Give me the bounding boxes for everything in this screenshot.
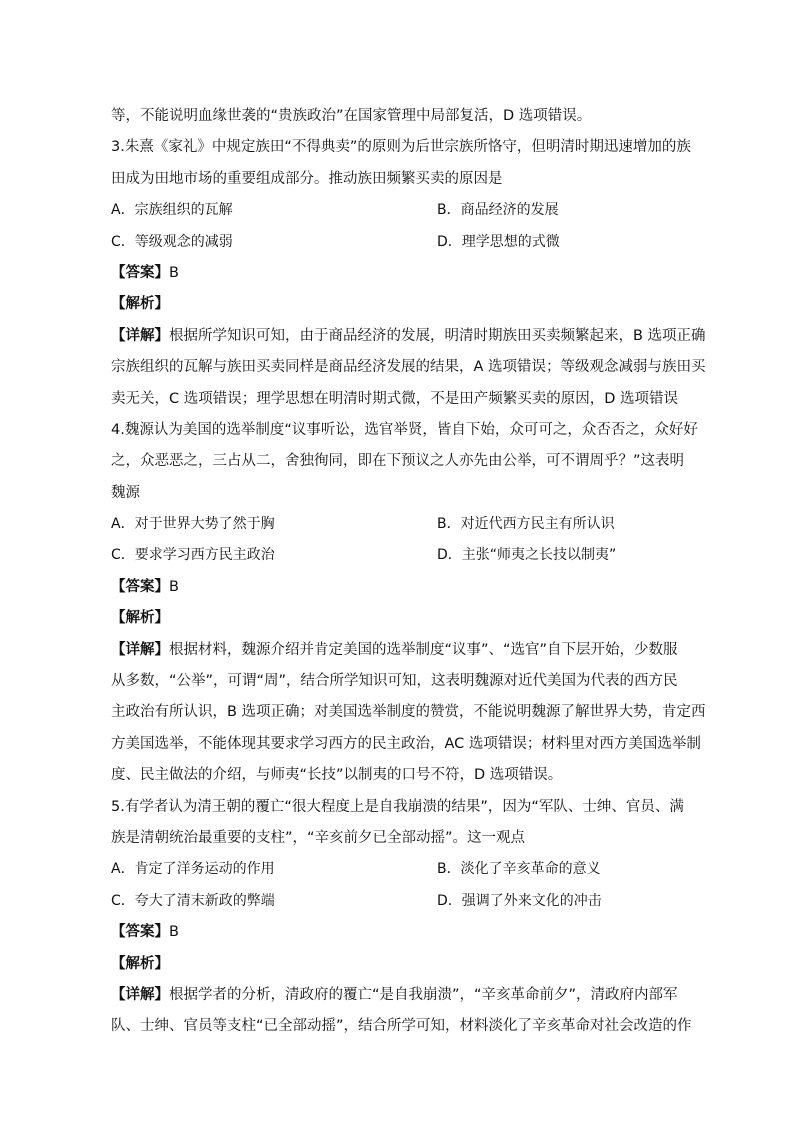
answer-line: [111, 917, 683, 948]
option-c: C．夸大了清末新政的弊端: [111, 892, 275, 909]
detail-line: [111, 321, 706, 352]
detail-line: [111, 980, 683, 1011]
detail-line: 主政治有所认识，B 选项正确；对美国选举制度的赞赏，不能说明魏源了解世界大势，肯定西: [111, 704, 706, 721]
question-stem-line: 田成为田地市场的重要组成部分。推动族田频繁买卖的原因是: [111, 170, 503, 187]
option-b: B．对近代西方民主有所认识: [437, 516, 615, 533]
question-stem-line: 3.朱熹《家礼》中规定族田“不得典卖”的原则为后世宗族所恪守，但明清时期迅速增加的族: [111, 139, 691, 156]
question-stem-line: 之，众恶恶之，三占从二，舍独徇同，即在下预议之人亦先由公举，可不谓周乎？”这表明: [111, 453, 685, 470]
question-4: [111, 415, 706, 792]
answer-value: B: [169, 578, 179, 595]
option-d: D．理学思想的式微: [437, 233, 560, 250]
detail-text: 根据材料，魏源介绍并肯定美国的选举制度“议事”、“选官”自下层开始，少数服: [169, 641, 678, 658]
option-a: A．对于世界大势了然于胸: [111, 516, 275, 533]
detail-line: 方美国选举，不能体现其要求学习西方的民主政治，AC 选项错误；材料里对西方美国选举制: [111, 735, 701, 752]
option-a: A．肯定了洋务运动的作用: [111, 861, 275, 878]
options-row: [111, 540, 683, 571]
answer-tag: 【答案】: [111, 578, 169, 595]
options-row: [111, 509, 683, 540]
detail-text: 根据学者的分析，清政府的覆亡“是自我崩溃”，“辛亥革命前夕”，清政府内部军: [169, 986, 678, 1003]
question-5: [111, 792, 692, 1043]
analysis-heading: [111, 949, 683, 980]
detail-line: 队、士绅、官员等支柱“已全部动摇”，结合所学可知，材料淡化了辛亥革命对社会改造的作: [111, 1018, 692, 1035]
answer-value: B: [169, 264, 179, 281]
detail-text: 根据所学知识可知，由于商品经济的发展，明清时期族田买卖频繁起来，B 选项正确: [169, 327, 706, 344]
answer-tag: 【答案】: [111, 264, 169, 281]
analysis-tag: 【解析】: [111, 955, 169, 972]
option-d: D．主张“师夷之长技以制夷”: [437, 547, 617, 564]
detail-line: [111, 635, 683, 666]
answer-line: [111, 572, 683, 603]
options-row: [111, 886, 683, 917]
question-stem-line: 5.有学者认为清王朝的覆亡“很大程度上是自我崩溃的结果”，因为“军队、士绅、官员、满: [111, 798, 684, 815]
detail-tag: 【详解】: [111, 327, 169, 344]
option-b: B．淡化了辛亥革命的意义: [437, 861, 601, 878]
detail-line: 宗族组织的瓦解与族田买卖同样是商品经济发展的结果，A 选项错误；等级观念减弱与族田买: [111, 359, 706, 376]
detail-tag: 【详解】: [111, 986, 169, 1003]
option-b: B．商品经济的发展: [437, 202, 559, 219]
options-row: [111, 227, 683, 258]
document-page: [111, 101, 706, 1043]
option-a: A．宗族组织的瓦解: [111, 202, 233, 219]
option-d: D．强调了外来文化的冲击: [437, 892, 602, 909]
answer-line: [111, 258, 683, 289]
options-row: [111, 195, 683, 226]
answer-tag: 【答案】: [111, 924, 169, 941]
detail-line: 度、民主做法的介绍，与师夷“长技”以制夷的口号不符，D 选项错误。: [111, 767, 563, 784]
question-stem-line: 4.魏源认为美国的选举制度“议事听讼，选官举贤，皆自下始，众可可之，众否否之，众好好: [111, 421, 698, 438]
option-c: C．要求学习西方民主政治: [111, 547, 275, 564]
analysis-heading: [111, 289, 683, 320]
detail-line: 从多数，“公举”，可谓“周”，结合所学知识可知，这表明魏源对近代美国为代表的西方民: [111, 673, 678, 690]
options-row: [111, 854, 683, 885]
analysis-tag: 【解析】: [111, 296, 169, 313]
question-3: [111, 132, 706, 415]
text-line: 等，不能说明血缘世袭的“贵族政治”在国家管理中局部复活，D 选项错误。: [111, 108, 592, 124]
option-c: C．等级观念的减弱: [111, 233, 233, 250]
answer-value: B: [169, 924, 179, 941]
analysis-tag: 【解析】: [111, 610, 169, 627]
question-stem-line: 魏源: [111, 484, 140, 501]
detail-tag: 【详解】: [111, 641, 169, 658]
detail-line: 卖无关，C 选项错误；理学思想在明清时期式微，不是田产频繁买卖的原因，D 选项错误: [111, 390, 679, 407]
analysis-heading: [111, 603, 683, 634]
question-stem-line: 族是清朝统治最重要的支柱”，“辛亥前夕已全部动摇”。这一观点: [111, 829, 526, 846]
